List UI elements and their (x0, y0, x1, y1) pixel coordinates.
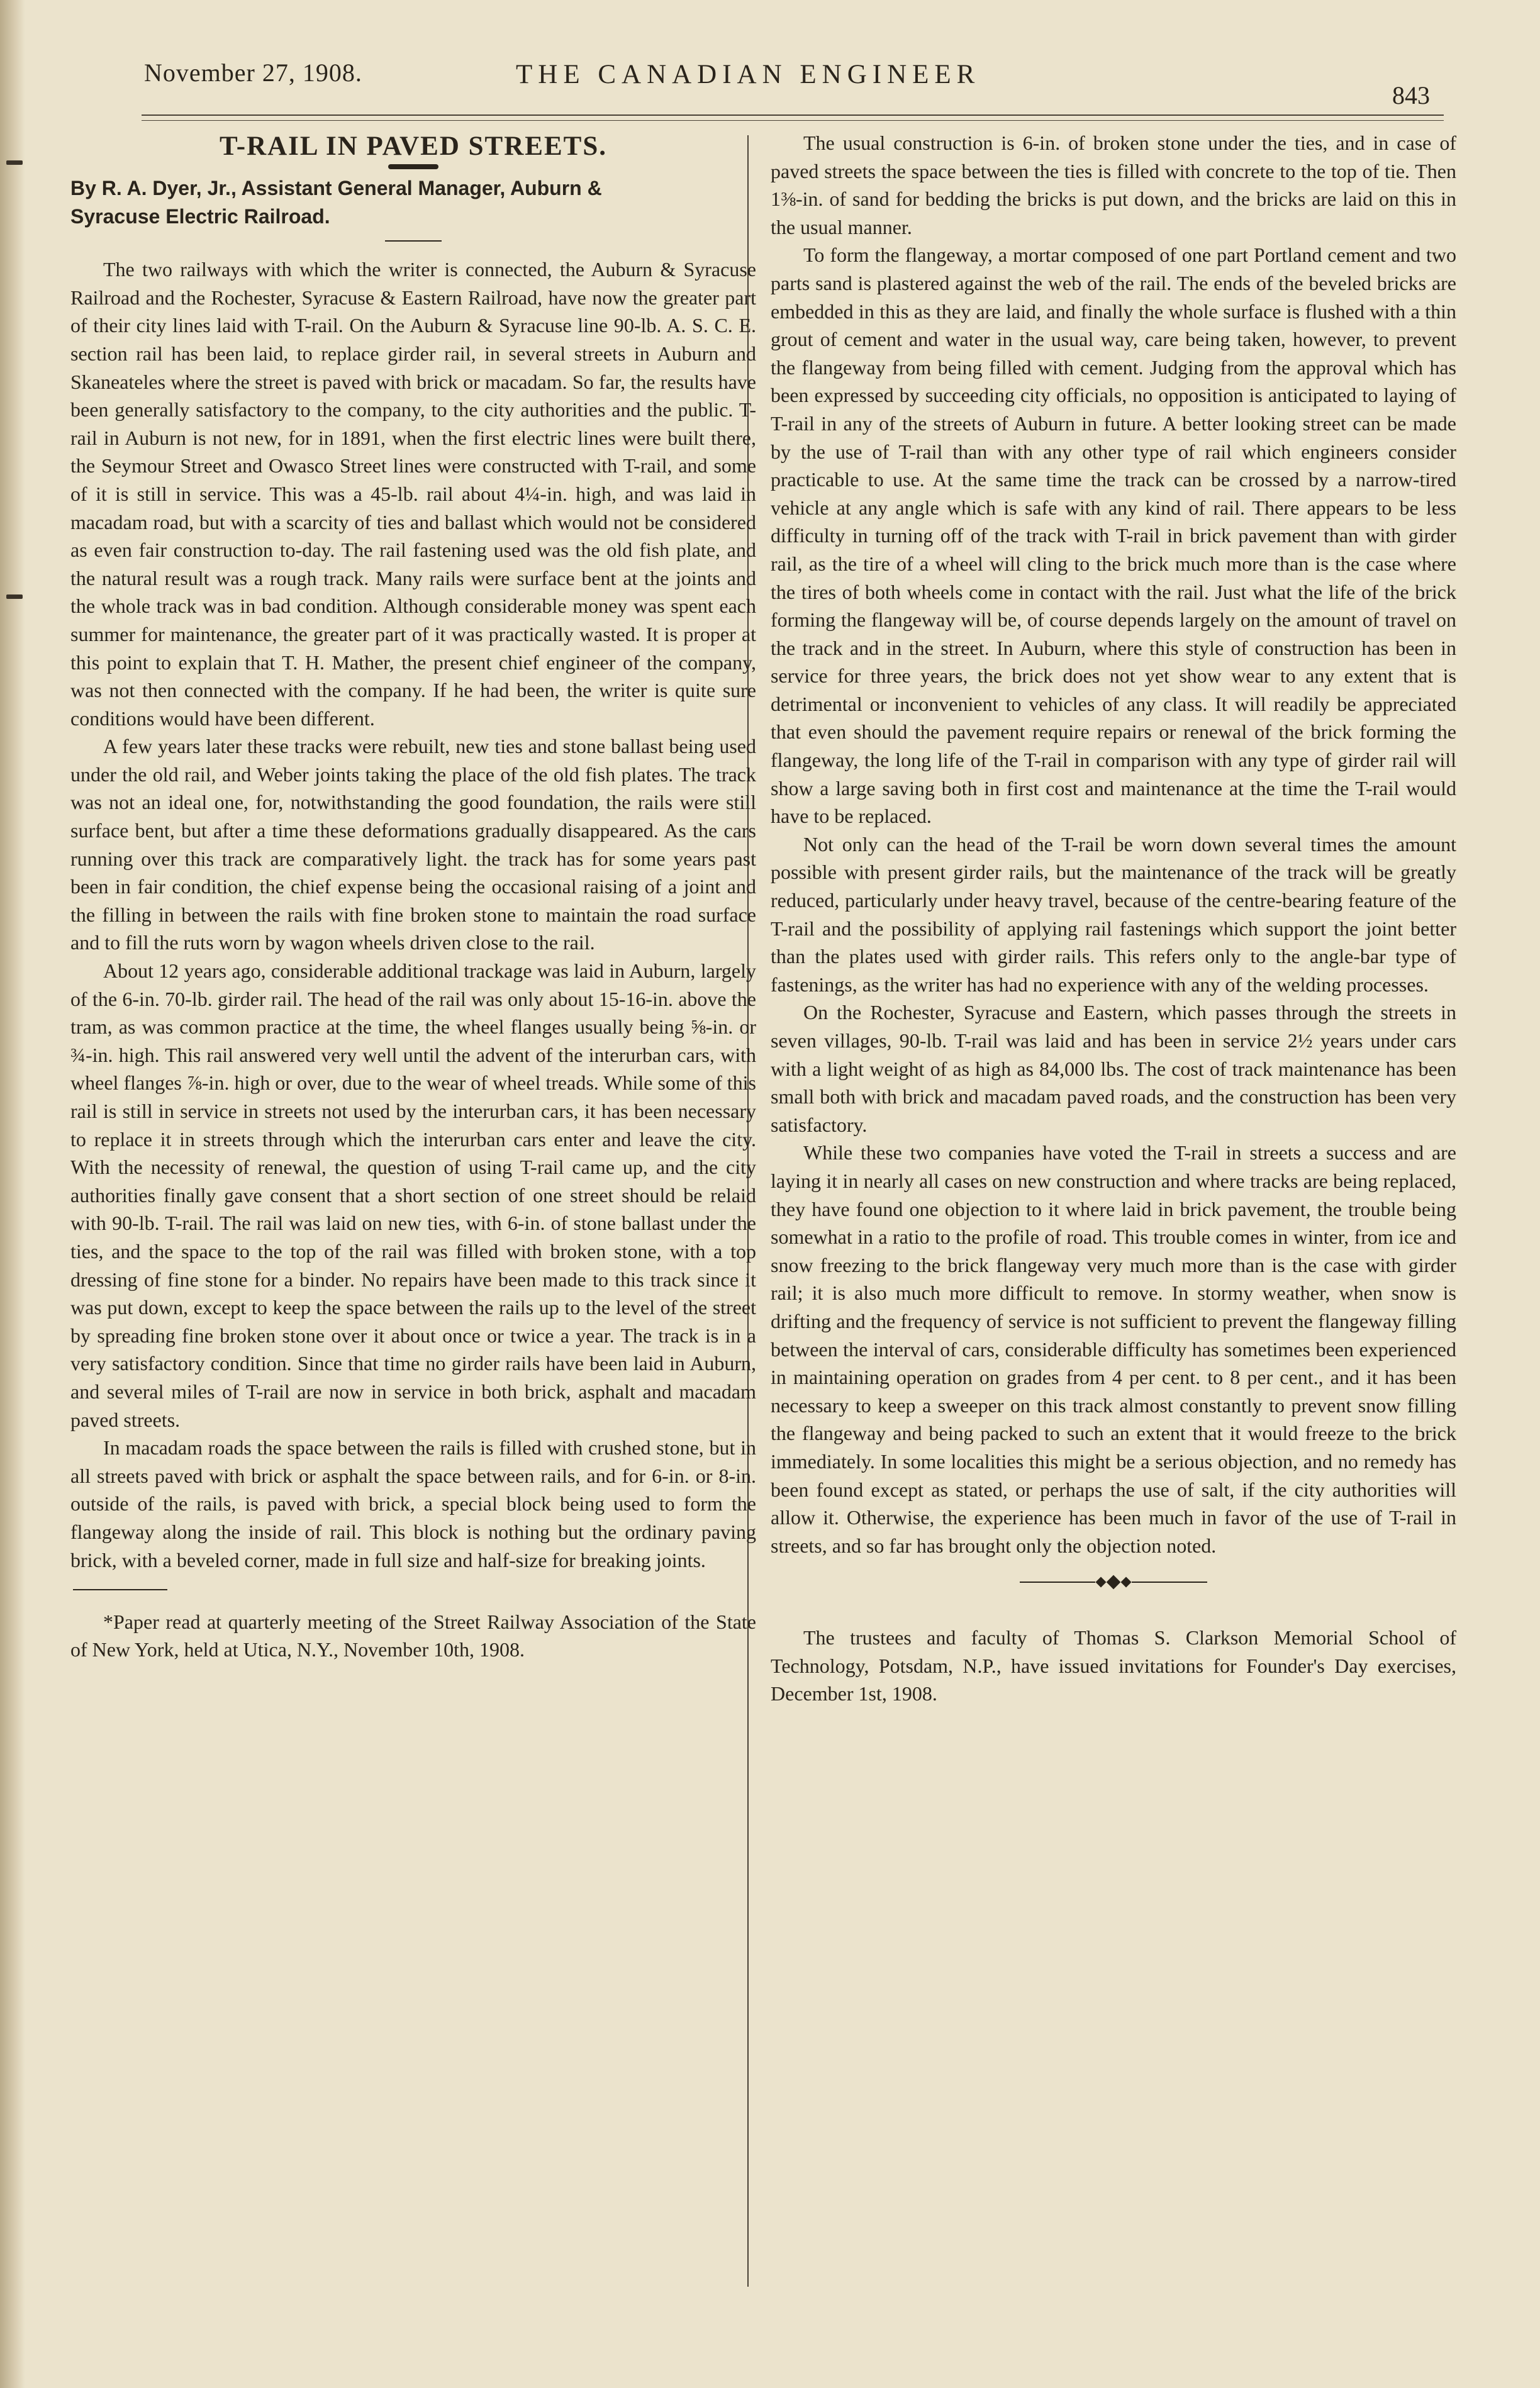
binding-gutter (0, 0, 25, 2388)
footnote-rule (73, 1589, 167, 1590)
article-paragraph: A few years later these tracks were rebuilt, new ties and stone ballast being used under the old rail, and Weber joints taking the place of the old fish plates. The track was not an ideal one, for, notwithstanding the good foundation, the rails were still surface bent, but after a time these deformations gradually disappeared. As the cars running over this track are comparatively light. the track has for some years past been in fair condition, the chief expense being the occasional raising of a joint and the filling in between the rails with fine broken stone to maintain the road surface and to fill the ruts worn by wagon wheels driven close to the rail. (70, 735, 756, 954)
article-paragraph: Not only can the head of the T-rail be worn down several times the amount possible with present girder rails, but the maintenance of the track will be greatly reduced, particularly under heavy travel, because of the centre-bearing feature of the T-rail and the possibility of applying rail fastenings which support the joint better than the plates used with girder rails. This refers only to the angle-bar type of fastenings, as the writer has had no experience with any of the welding processes. (771, 832, 1456, 996)
footnote (70, 1608, 756, 1663)
article-paragraph: The two railways with which the writer is connected, the Auburn & Syracuse Railroad and the Rochester, Syracuse & Eastern Railroad, have now the greater part of their city lines laid with T-rail. On the Auburn & Syracuse line 90-lb. A. S. C. E. section rail has been laid, to replace girder rail, in several streets in Auburn and Skaneateles where the street is paved with brick or macadam. So far, the results have been generally satisfactory to the company, to the city authorities and the public. T-rail in Auburn is not new, for in 1891, when the first electric lines were built there, the Seymour Street and Owasco Street lines were constructed with T-rail, and some of it is still in service. This was a 45-lb. rail about 4¼-in. high, and was laid in macadam road, but with a scarcity of ties and ballast which would not be considered as even fair construction to-day. The rail fastening used was the old fish plate, and the natural result was a rough track. Many rails were surface bent at the joints and the whole track was in bad condition. Although considerable money was spent each summer for maintenance, the greater part of it was practically wasted. It is proper at this point to explain that T. H. Mather, the present chief engineer of the company, was not then connected with the company. If he had been, the writer is quite sure conditions would have been different. (70, 258, 756, 730)
journal-title: THE CANADIAN ENGINEER (516, 60, 981, 89)
edge-mark (6, 160, 23, 165)
header-rule (142, 114, 1444, 116)
article-paragraph: About 12 years ago, considerable additional trackage was laid in Auburn, largely of the 6-in. 70-lb. girder rail. The head of the rail was only about 15-16-in. above the tram, as was common practice at the time, the wheel flanges usually being ⅝-in. or ¾-in. high. This rail answered very well until the advent of the interurban cars, with wheel flanges ⅞-in. high or over, due to the wear of wheel treads. While some of this rail is still in service in streets not used by the interurban cars, it has been necessary to replace it in streets through which the interurban cars enter and leave the city. With the necessity of renewal, the question of using T-rail came up, and the city authorities finally gave consent that a short section of one street should be relaid with 90-lb. T-rail. The rail was laid on new ties, with 6-in. of stone ballast under the ties, and the space to the top of the rail was filled with broken stone, with a top dressing of fine stone for a binder. No repairs have been made to this track since it was put down, except to keep the space between the rails up to the level of the street by spreading fine broken stone over it about once or twice a year. The track is in a very satisfactory condition. Since that time no girder rails have been laid in Auburn, and several miles of T-rail are now in service in both brick, asphalt and macadam paved streets. (70, 959, 756, 1431)
issue-date: November 27, 1908. (144, 59, 362, 87)
title-ornament (388, 164, 438, 169)
news-item: The trustees and faculty of Thomas S. Clarkson Memorial School of Technology, Potsdam, N.P., have issued invitations for Founder's Day exercises, December 1st, 1908. (771, 1626, 1456, 1705)
byline: By R. A. Dyer, Jr., Assistant General Manager, Auburn & (70, 177, 602, 199)
article-paragraph: On the Rochester, Syracuse and Eastern, which passes through the streets in seven villages, 90-lb. T-rail was laid and has been in service 2½ years under cars with a light weight of as high as 84,000 lbs. The cost of track maintenance has been small both with brick and macadam paved roads, and the construction has been very satisfactory. (771, 1001, 1456, 1136)
edge-mark (6, 594, 23, 599)
article-paragraph: The usual construction is 6-in. of broken stone under the ties, and in case of paved streets the space between the ties is filled with concrete to the top of tie. Then 1⅜-in. of sand for bedding the bricks is put down, and the bricks are laid on this in the usual manner. (771, 131, 1456, 238)
left-column (70, 129, 756, 1663)
article-paragraph: In macadam roads the space between the rails is filled with crushed stone, but in all streets paved with brick or asphalt the space between rails, and for 6-in. or 8-in. outside of the rails, is paved with brick, a special block being used to form the flangeway along the inside of rail. This block is nothing but the ordinary paving brick, with a beveled corner, made in full size and half-size for breaking joints. (70, 1436, 756, 1571)
section-ornament (771, 1563, 1456, 1601)
byline-rule (385, 240, 442, 242)
page-number: 843 (1392, 81, 1430, 109)
article-title: T-RAIL IN PAVED STREETS. (220, 131, 607, 161)
page-header (142, 55, 1444, 131)
footnote-text: *Paper read at quarterly meeting of the Street Railway Association of the State of New York, held at Utica, N.Y., November 10th, 1908. (70, 1610, 756, 1661)
byline-affiliation: Syracuse Electric Railroad. (70, 204, 330, 228)
article-paragraph: While these two companies have voted the T-rail in streets a success and are laying it in nearly all cases on new construction and where tracks are being replaced, they have found one objection to it where laid in brick pavement, the trouble being somewhat in a ratio to the profile of road. This trouble comes in winter, from ice and snow freezing to the brick flangeway very much more than is the case with girder rail; it is also much more difficult to remove. In stormy weather, when snow is drifting and the frequency of service is not sufficient to prevent the flangeway filling between the interval of cars, considerable difficulty has sometimes been experienced in maintaining operation on grades from 4 per cent. to 8 per cent., and it has been necessary to keep a sweeper on this track almost constantly to prevent snow filling the flangeway and being packed to such an extent that it would freeze to the brick immediately. In some localities this might be a serious objection, and no remedy has been found except as stated, or perhaps the use of salt, if the city authorities will allow it. Otherwise, the experience has been much in favor of the use of T-rail in streets, and so far has brought only the objection noted. (771, 1141, 1456, 1557)
article-paragraph: To form the flangeway, a mortar composed of one part Portland cement and two parts sand is plastered against the web of the rail. The ends of the beveled bricks are embedded in this as they are laid, and finally the whole surface is flushed with a thin grout of cement and water in the usual way, care being taken, however, to prevent the flangeway from being filled with cement. Judging from the approval which has been expressed by succeeding city officials, no opposition is anticipated to laying of T-rail in any of the streets of Auburn in future. A better looking street can be made by the use of T-rail than with any other type of rail which engineers consider practicable to use. At the same time the track can be crossed by a narrow-tired vehicle at any angle which is safe with any kind of rail. There appears to be less difficulty in turning off of the track with T-rail in brick pavement than with girder rail, as the tire of a wheel will cling to the brick much more than is the case where the tires of both wheels come in contact with the rail. Just what the life of the brick forming the flangeway will be, of course depends largely on the amount of travel on the track and in the street. In Auburn, where this style of construction has been in service for three years, the brick does not yet show wear to any extent that is detrimental or inconvenient to vehicles of any class. It will readily be appreciated that even should the pavement require repairs or renewal of the brick forming the flangeway, the long life of the T-rail in comparison with any type of girder rail will show a large saving both in first cost and maintenance at the time the T-rail would have to be replaced. (771, 243, 1456, 828)
header-rule (142, 120, 1444, 121)
right-column (771, 129, 1456, 1708)
